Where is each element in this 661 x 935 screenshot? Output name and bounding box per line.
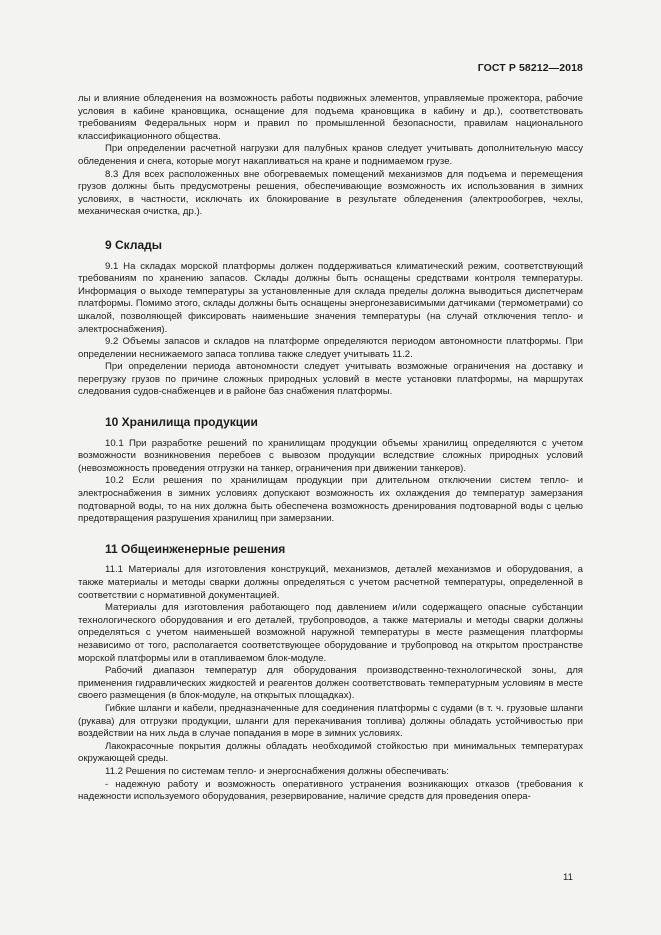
paragraph: 11.1 Материалы для изготовления конструкций, механизмов, деталей механизмов и оборудования, а также материалы и методы сварки должны определяться с учетом расчетной температуры, определенной в соответствии с нормативной документацией. bbox=[78, 564, 583, 601]
paragraph: Рабочий диапазон температур для оборудования производственно-технологической зоны, для применения гидравлических жидкостей и реагентов должен соответствовать температурным условиям в месте своего размещения (в блок-модуле, на открытых площадках). bbox=[78, 665, 583, 702]
paragraph: 10.1 При разработке решений по хранилищам продукции объемы хранилищ определяются с учетом возможности возникновения перебоев с вывозом продукции вследствие сложных природных условий (невозможность проведения отгрузки на танкер, ограничения при движении танкеров). bbox=[78, 437, 583, 474]
section-heading: 9 Склады bbox=[105, 237, 162, 252]
paragraph: При определении расчетной нагрузки для палубных кранов следует учитывать дополнительную массу обледенения и снега, которые могут накапливаться на кране и поднимаемом грузе. bbox=[78, 143, 583, 167]
section-heading: 11 Общеинженерные решения bbox=[105, 541, 286, 556]
standard-designation: ГОСТ Р 58212—2018 bbox=[477, 62, 583, 74]
paragraph: 11.2 Решения по системам тепло- и энергоснабжения должны обеспечивать: bbox=[105, 765, 449, 777]
paragraph: Гибкие шланги и кабели, предназначенные для соединения платформы с судами (в т. ч. грузовые шланги (рукава) для отгрузки продукции, шланги для перекачивания топлива) должны обладать устойчивостью при воздействии на них льда в случае попадания в море в зимних условиях. bbox=[78, 702, 583, 740]
page-number: 11 bbox=[563, 872, 573, 883]
paragraph: 10.2 Если решения по хранилищам продукции при длительном отключении систем тепло- и электроснабжения в зимних условиях допускают возможность их охлаждения до температур замерзания подтоварной воды, то на них должна быть обеспечена возможность дренирования подтоварной воды с целью предотвращения разрушения хранилищ при замерзании. bbox=[78, 475, 583, 525]
paragraph: 9.2 Объемы запасов и складов на платформе определяются периодом автономности платформы. При определении неснижаемого запаса топлива также следует учитывать 11.2. bbox=[78, 336, 583, 360]
paragraph: Лакокрасочные покрытия должны обладать необходимой стойкостью при минимальных температурах окружающей среды. bbox=[78, 740, 583, 765]
paragraph: - надежную работу и возможность оперативного устранения возникающих отказов (требования к надежности используемого оборудования, резервирование, наличие средств для проведения опера- bbox=[78, 778, 583, 803]
section-10 bbox=[78, 416, 583, 526]
paragraph: Материалы для изготовления работающего под давлением и/или содержащего опасные субстанции технологического оборудования и его деталей, трубопроводов, а также материалы и методы сварки должны определяться с учетом наименьшей возможной наружной температуры в месте размещения платформы независимо от того, располагается соответствующее оборудование и трубопровод на открытом пространстве морской платформы или в отапливаемом блок-модуле. bbox=[78, 602, 583, 664]
paragraph: 9.1 На складах морской платформы должен поддерживаться климатический режим, соответствующий требованиям по хранению запасов. Склады должны быть оснащены средствами контроля температуры. Информация о выходе температуры за установленные для склада пределы должна выводиться диспетчерам платформы. Помимо этого, склады должны быть оснащены энергонезависимыми датчиками (термометрами) со шкалой, позволяющей фиксировать наименьшие значения температуры (на случай отключения тепло- и электроснабжения). bbox=[78, 260, 583, 335]
section-11 bbox=[78, 543, 583, 804]
section-8-continuation bbox=[78, 93, 583, 219]
page-body bbox=[78, 93, 583, 804]
paragraph: При определении периода автономности следует учитывать возможные ограничения на доставку и перегрузку грузов по причине сложных природных условий в месте установки платформы, на маршрутах следования судов-снабженцев и в районе баз снабжения платформы. bbox=[78, 361, 583, 398]
paragraph: лы и влияние обледенения на возможность работы подвижных элементов, управляемые прожектора, рабочие условия в кабине крановщика, оснащение для подъема крановщика в кабину и др.), соответствовать требованиям Федеральных норм и правил по промышленной безопасности, правилам национального классификационного общества. bbox=[78, 93, 583, 142]
section-heading: 10 Хранилища продукции bbox=[105, 415, 258, 430]
paragraph: 8.3 Для всех расположенных вне обогреваемых помещений механизмов для подъема и перемещения грузов должны быть предусмотрены решения, обеспечивающие возможность их использования в зимних условиях, в частности, исключать их блокирование в результате обледенения (электрообогрев, чехлы, механическая очистка, др.). bbox=[78, 168, 583, 218]
section-9 bbox=[78, 239, 583, 399]
